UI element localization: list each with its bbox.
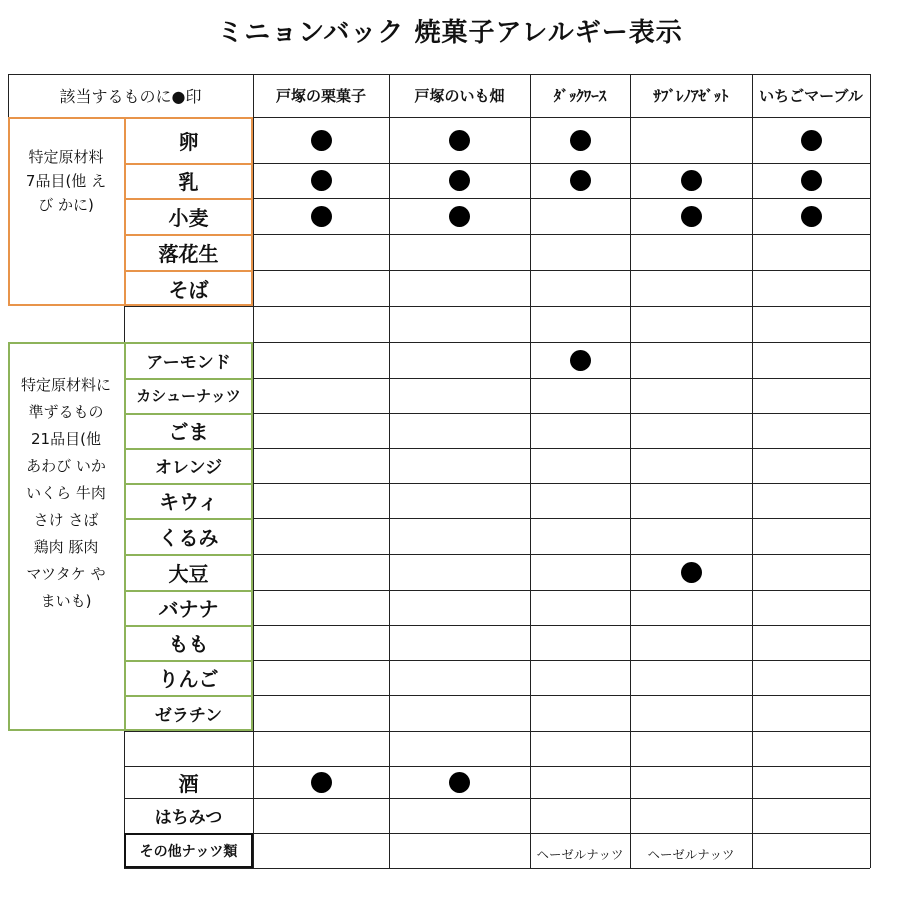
quasi-row-separator (124, 554, 253, 556)
row-label: カシューナッツ (136, 387, 241, 405)
specific-divider (124, 117, 126, 306)
grid-row-line (124, 731, 870, 732)
row-label: ゼラチン (154, 705, 223, 726)
allergen-mark-dot (681, 562, 702, 583)
row-label: りんご (158, 667, 219, 691)
grid-column-line (870, 117, 871, 868)
row-label: 乳 (178, 170, 199, 194)
grid-column-line (530, 117, 531, 868)
allergen-mark-dot (449, 170, 470, 191)
quasi-row-separator (124, 378, 253, 380)
allergen-mark-dot (449, 772, 470, 793)
allergen-mark-dot (801, 206, 822, 227)
grid-row-line (124, 306, 870, 307)
row-label: 大豆 (168, 561, 209, 586)
allergen-mark-dot (311, 206, 332, 227)
allergen-mark-dot (449, 130, 470, 151)
header-column-line (530, 74, 531, 117)
row-label: はちみつ (154, 808, 223, 828)
quasi-divider (124, 342, 126, 731)
allergen-mark-dot (311, 772, 332, 793)
quasi-row-separator (124, 660, 253, 662)
grid-column-line (253, 117, 254, 868)
label-column-line (124, 306, 125, 342)
row-label: オレンジ (154, 458, 223, 478)
allergen-mark-dot (681, 206, 702, 227)
row-label: くるみ (158, 525, 219, 550)
grid-column-line (752, 117, 753, 868)
row-label: キウィ (159, 490, 218, 514)
quasi-row-separator (124, 590, 253, 592)
allergen-mark-dot (311, 170, 332, 191)
grid-column-line (630, 117, 631, 868)
allergen-mark-dot (801, 170, 822, 191)
row-label: 落花生 (158, 241, 219, 266)
grid-column-line (389, 117, 390, 868)
specific-row-separator (124, 270, 253, 272)
header-border-left (8, 74, 9, 117)
product-header: ﾀﾞｯｸﾜｰｽ (553, 87, 607, 105)
header-column-line (752, 74, 753, 117)
product-header: ｻﾌﾞﾚﾉｱｾﾞｯﾄ (653, 87, 729, 105)
specific-row-separator (124, 198, 253, 200)
allergen-mark-dot (570, 130, 591, 151)
allergen-mark-dot (570, 170, 591, 191)
row-note: ヘーゼルナッツ (536, 846, 624, 862)
row-label: 小麦 (168, 205, 209, 230)
row-label: アーモンド (146, 352, 231, 373)
row-label: バナナ (158, 597, 219, 621)
other-nuts-box (124, 833, 253, 868)
quasi-row-separator (124, 625, 253, 627)
page-title: ミニョンバック 焼菓子アレルギー表示 (217, 18, 683, 48)
quasi-row-separator (124, 695, 253, 697)
row-note: ヘーゼルナッツ (647, 846, 735, 862)
quasi-row-separator (124, 413, 253, 415)
specific-row-separator (124, 234, 253, 236)
specific-row-separator (124, 163, 253, 165)
allergen-mark-dot (311, 130, 332, 151)
grid-row-line (124, 868, 870, 869)
header-label-cell: 該当するものに●印 (59, 87, 202, 106)
product-header: 戸塚の栗菓子 (275, 87, 366, 105)
allergen-mark-dot (681, 170, 702, 191)
row-label: 卵 (178, 129, 199, 154)
product-header: いちごマーブル (759, 87, 863, 105)
allergen-mark-dot (801, 130, 822, 151)
row-label: もも (168, 632, 209, 656)
allergen-mark-dot (449, 206, 470, 227)
header-column-line (630, 74, 631, 117)
allergen-mark-dot (570, 350, 591, 371)
row-label: ごま (168, 420, 209, 444)
header-column-line (389, 74, 390, 117)
product-header: 戸塚のいも畑 (414, 87, 505, 105)
quasi-row-separator (124, 518, 253, 520)
row-label: 酒 (178, 771, 199, 796)
header-border-top (8, 74, 870, 75)
quasi-group-label: 特定原材料に 準ずるもの 21品目(他 あわび いか いくら 牛肉 さけ さば 鶏肉 豚肉 マツタケ や まいも) (20, 376, 111, 610)
header-column-line (253, 74, 254, 117)
row-label: そば (168, 277, 209, 302)
quasi-row-separator (124, 483, 253, 485)
row-label: その他ナッツ類 (139, 843, 238, 860)
header-column-line (870, 74, 871, 117)
specific-group-label: 特定原材料 7品目(他 え び かに) (25, 148, 107, 214)
quasi-row-separator (124, 448, 253, 450)
